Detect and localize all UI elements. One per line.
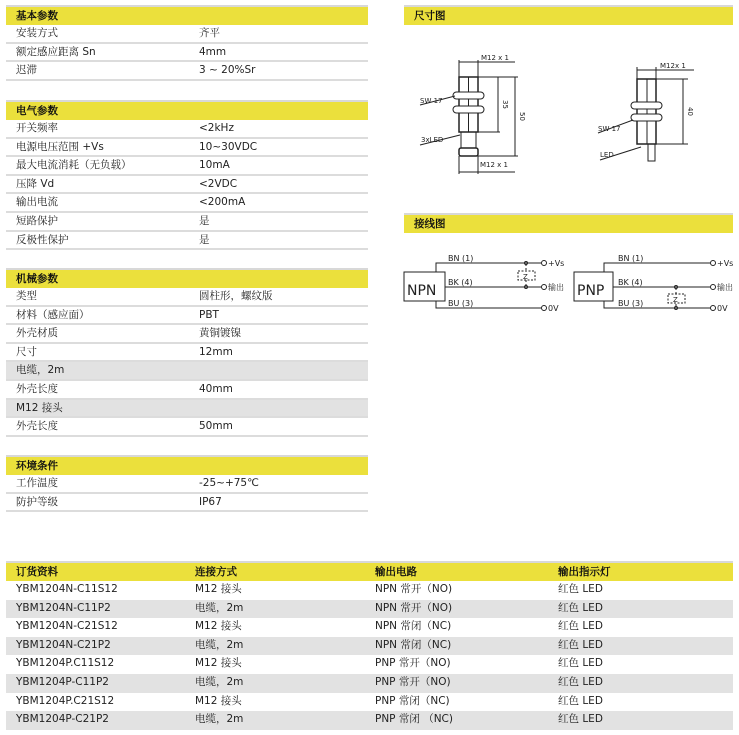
param-value: 50mm	[199, 420, 233, 433]
output-label: 输出	[548, 283, 564, 292]
order-cell: PNP 常闭（NC)	[375, 694, 450, 707]
vs-label: +Vs	[548, 259, 565, 268]
order-cell: 红色 LED	[558, 638, 603, 651]
order-cell: 电缆，2m	[195, 638, 244, 651]
order-row	[6, 711, 733, 730]
sw-label-left: SW 17	[420, 97, 443, 105]
param-value: 10~30VDC	[199, 140, 258, 153]
order-cell: 电缆，2m	[195, 675, 244, 688]
param-row	[6, 213, 368, 232]
param-value: 4mm	[199, 45, 227, 58]
param-label: 输出电流	[16, 196, 58, 209]
section-title: 接线图	[404, 215, 733, 233]
order-row	[6, 581, 733, 600]
thread-label-bottom: M12 x 1	[480, 161, 508, 169]
order-cell: PNP 常开（NO)	[375, 657, 451, 670]
param-label: 工作温度	[16, 477, 58, 489]
order-row	[6, 693, 733, 712]
param-label: 开关频率	[16, 122, 58, 134]
zero-v-label: 0V	[548, 304, 559, 313]
param-value: 10mA	[199, 159, 230, 172]
param-label: 外壳材质	[16, 327, 58, 340]
param-label: 电缆，2m	[16, 364, 65, 377]
environment-section	[6, 455, 368, 512]
param-row	[6, 475, 368, 494]
order-cell: PNP 常闭 （NC)	[375, 713, 453, 726]
param-value: 40mm	[199, 382, 233, 395]
column-header: 订货资料	[16, 566, 58, 578]
order-cell: 红色 LED	[558, 620, 603, 633]
order-cell: NPN 常闭（NC)	[375, 620, 452, 633]
npn-label: NPN	[407, 283, 437, 299]
order-table	[6, 561, 733, 730]
bk-label: BK (4)	[618, 278, 643, 287]
param-value: 是	[199, 233, 210, 246]
column-header: 输出电路	[375, 566, 417, 578]
thread-label-top: M12 x 1	[481, 54, 509, 62]
order-cell: M12 接头	[195, 583, 242, 595]
output-label: 输出	[717, 283, 733, 292]
order-cell: 红色 LED	[558, 694, 603, 707]
order-cell: YBM1204P-C11P2	[16, 675, 109, 688]
param-value: 12mm	[199, 345, 233, 358]
order-cell: 电缆，2m	[195, 601, 244, 614]
order-cell: 红色 LED	[558, 657, 603, 670]
order-cell: 红色 LED	[558, 583, 603, 595]
order-cell: 电缆，2m	[195, 713, 244, 726]
param-label: 额定感应距离 Sn	[16, 45, 96, 58]
zero-v-label: 0V	[717, 304, 728, 313]
order-cell: 红色 LED	[558, 713, 603, 726]
order-row	[6, 674, 733, 693]
param-value: 是	[199, 214, 210, 227]
column-header: 连接方式	[195, 566, 237, 578]
dimension-drawing	[0, 0, 739, 210]
section-title: 机械参数	[6, 270, 368, 288]
bu-label: BU (3)	[618, 299, 644, 308]
led-label-right: LED	[600, 151, 614, 159]
dim-40: 40	[686, 107, 694, 116]
bn-label: BN (1)	[618, 254, 644, 263]
param-row	[6, 344, 368, 363]
order-cell: YBM1204P.C21S12	[16, 694, 115, 707]
dim-35: 35	[501, 100, 509, 109]
order-cell: YBM1204N-C11S12	[16, 583, 118, 595]
led-label-left: 3xLED	[421, 136, 444, 144]
param-row	[6, 381, 368, 400]
thread-label-right: M12x 1	[660, 62, 686, 70]
load-z-label: Z	[523, 273, 528, 281]
sensor-cable	[598, 67, 694, 161]
order-row	[6, 637, 733, 656]
order-cell: YBM1204N-C11P2	[16, 601, 111, 614]
wiring-diagram	[0, 235, 739, 325]
param-label: 外壳长度	[16, 420, 58, 433]
param-label: 外壳长度	[16, 382, 58, 395]
param-label: 压降 Vd	[16, 177, 55, 190]
section-title: 电气参数	[6, 102, 368, 120]
param-row	[6, 400, 368, 419]
param-value: 黄铜镀镍	[199, 327, 241, 340]
section-title: 基本参数	[6, 7, 368, 25]
param-row	[6, 362, 368, 381]
param-label: 防护等级	[16, 495, 58, 508]
order-cell: 红色 LED	[558, 601, 603, 614]
column-header: 输出指示灯	[558, 566, 611, 578]
param-row	[6, 325, 368, 344]
bn-label: BN (1)	[448, 254, 474, 263]
sw-label-right: SW 17	[598, 125, 621, 133]
order-cell: M12 接头	[195, 657, 242, 670]
order-cell: YBM1204N-C21S12	[16, 620, 118, 633]
bk-label: BK (4)	[448, 278, 473, 287]
param-row	[6, 494, 368, 513]
order-row	[6, 600, 733, 619]
bu-label: BU (3)	[448, 299, 474, 308]
param-value: PBT	[199, 308, 219, 321]
dim-50: 50	[518, 112, 526, 121]
section-title: 环境条件	[6, 457, 368, 475]
order-row	[6, 618, 733, 637]
param-value: 3 ~ 20%Sr	[199, 64, 256, 77]
param-label: 安装方式	[16, 27, 58, 39]
param-label: 迟滞	[16, 64, 37, 77]
wiring-section	[404, 213, 733, 233]
order-cell: 红色 LED	[558, 675, 603, 688]
order-cell: YBM1204N-C21P2	[16, 638, 111, 651]
load-z-label: Z	[673, 296, 678, 304]
sensor-m12-connector	[420, 60, 518, 174]
param-label: 尺寸	[16, 345, 37, 358]
order-cell: PNP 常开（NO)	[375, 675, 451, 688]
param-value: <2kHz	[199, 122, 234, 134]
param-label: M12 接头	[16, 401, 63, 414]
section-title: 尺寸图	[404, 7, 733, 25]
order-row	[6, 655, 733, 674]
order-cell: NPN 常开（NO)	[375, 601, 453, 614]
order-cell: NPN 常开（NO)	[375, 583, 453, 595]
param-label: 材料（感应面）	[16, 308, 90, 321]
param-label: 反极性保护	[16, 233, 69, 246]
param-label: 电源电压范围 +Vs	[16, 140, 104, 153]
param-value: 齐平	[199, 27, 220, 39]
order-cell: M12 接头	[195, 620, 242, 633]
order-table-header	[6, 563, 733, 581]
param-row	[6, 418, 368, 437]
order-cell: YBM1204P.C11S12	[16, 657, 115, 670]
param-value: 圆柱形，螺纹版	[199, 290, 273, 302]
param-value: -25~+75℃	[199, 477, 259, 489]
param-label: 短路保护	[16, 214, 58, 227]
param-label: 类型	[16, 290, 37, 302]
order-cell: M12 接头	[195, 694, 242, 707]
vs-label: +Vs	[717, 259, 734, 268]
pnp-label: PNP	[577, 283, 605, 299]
param-label: 最大电流消耗（无负载）	[16, 159, 132, 172]
order-cell: NPN 常闭（NC)	[375, 638, 452, 651]
order-cell: YBM1204P-C21P2	[16, 713, 109, 726]
param-value: IP67	[199, 495, 222, 508]
param-value: <200mA	[199, 196, 246, 209]
param-value: <2VDC	[199, 177, 238, 190]
